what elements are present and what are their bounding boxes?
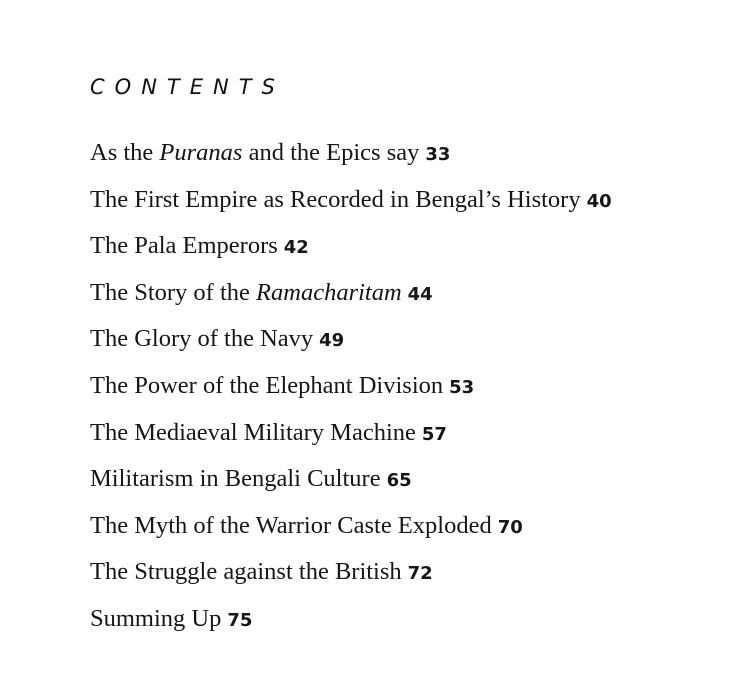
toc-title-part: The Pala Emperors [90,232,278,260]
toc-entry-title [90,139,419,166]
toc-entry-title [90,186,581,213]
toc-page-number: 72 [407,563,433,585]
toc-entry [90,507,730,554]
toc-entry [90,181,730,228]
toc-entry-title [90,419,416,446]
toc-entry [90,414,730,461]
toc-entry [90,274,730,321]
toc-title-part: The First Empire as Recorded in Bengal’s History [90,185,581,213]
toc-entry [90,367,730,414]
toc-title-part: The Mediaeval Military Machine [90,418,416,446]
toc-entry [90,227,730,274]
toc-entry-title [90,372,443,399]
toc-entry-title [90,279,402,306]
toc-entry-title [90,325,313,352]
toc-page-number: 42 [283,237,309,259]
toc-title-part: Summing Up [90,604,222,632]
toc-entry [90,134,730,181]
toc-entry-title [90,465,381,492]
toc-title-part: The Myth of the Warrior Caste Exploded [90,511,492,539]
toc-entry-title [90,512,492,539]
toc-page-number: 44 [407,283,433,305]
toc-title-part: The Power of the Elephant Division [90,371,444,399]
toc-page-number: 49 [319,330,345,352]
toc-title-part: The Glory of the Navy [90,325,314,353]
toc-entry-title [90,605,221,632]
table-of-contents [90,134,730,647]
toc-page-number: 75 [227,609,253,631]
toc-page-number: 70 [497,516,523,538]
toc-page-number: 33 [425,144,451,165]
toc-entry-title [90,558,402,585]
toc-entry-title [90,232,278,259]
toc-title-italic: Puranas [159,139,243,166]
toc-entry [90,600,730,647]
toc-title-part: Militarism in Bengali Culture [90,465,381,493]
toc-title-italic: Ramacharitam [256,278,402,306]
toc-page-number: 40 [586,190,612,212]
contents-heading: CONTENTS [90,75,285,99]
toc-entry [90,553,730,600]
toc-entry [90,320,730,367]
toc-page-number: 65 [386,470,412,492]
toc-title-part: and the Epics say [242,139,420,166]
toc-title-part: The Struggle against the British [90,558,402,586]
toc-entry [90,460,730,507]
toc-title-part: The Story of the [90,278,257,306]
toc-title-part: As the [90,139,160,166]
toc-page-number: 57 [421,423,447,445]
toc-page-number: 53 [449,376,475,398]
